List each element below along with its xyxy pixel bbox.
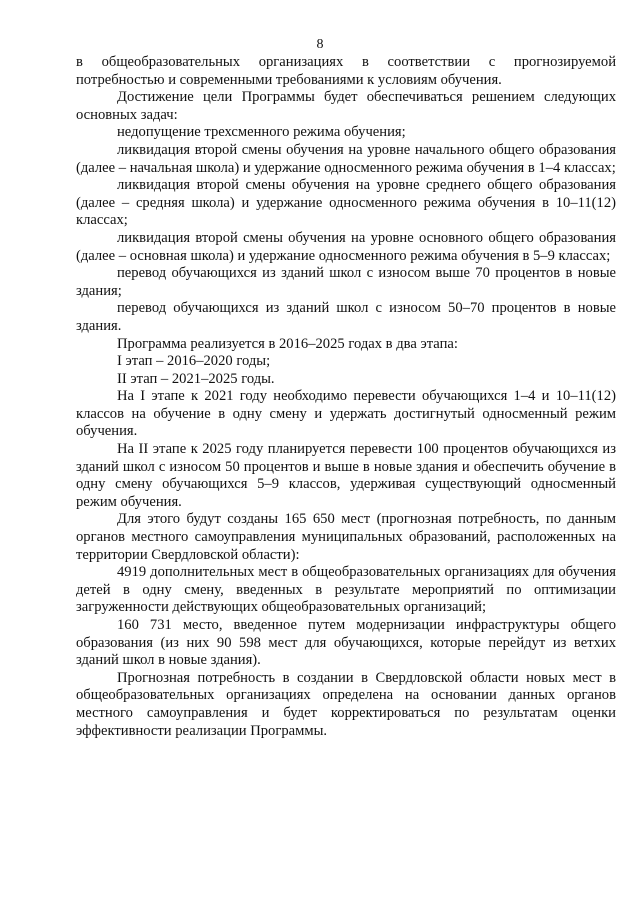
paragraph: Программа реализуется в 2016–2025 годах в два этапа: — [117, 335, 458, 352]
paragraph: недопущение трехсменного режима обучения; — [117, 124, 406, 141]
paragraph: в общеобразовательных организациях в соответствии с прогнозируемой потребностью и современными требованиями к условиям обучения. — [76, 54, 616, 88]
paragraph: Прогнозная потребность в создании в Свердловской области новых мест в общеобразовательных организациях определена на основании данных органов местного самоуправления и будет корректироваться по результатам оценки эффективности реализации Программы. — [76, 669, 616, 739]
paragraph: ликвидация второй смены обучения на уровне среднего общего образования (далее – средняя школа) и удержание односменного режима обучения в 10–11(12) классах; — [76, 177, 616, 229]
paragraph: II этап – 2021–2025 годы. — [117, 370, 275, 387]
document-body — [76, 54, 616, 740]
paragraph: Для этого будут созданы 165 650 мест (прогнозная потребность, по данным органов местного самоуправления муниципальных образований, расположенных на территории Свердловской области): — [76, 511, 616, 563]
paragraph: ликвидация второй смены обучения на уровне начального общего образования (далее – начальная школа) и удержание односменного режима обучения в 1–4 классах; — [76, 141, 616, 176]
paragraph: I этап – 2016–2020 годы; — [117, 353, 271, 370]
paragraph: 160 731 место, введенное путем модернизации инфраструктуры общего образования (из них 90 598 мест для обучающихся, которые перейдут из ветхих зданий школ в новые здания). — [76, 617, 616, 669]
paragraph: Достижение цели Программы будет обеспечиваться решением следующих основных задач: — [76, 89, 616, 123]
paragraph: На I этапе к 2021 году необходимо перевести обучающихся 1–4 и 10–11(12) классов на обучение в одну смену и удержать достигнутый односменный режим обучения. — [76, 388, 616, 440]
paragraph: ликвидация второй смены обучения на уровне основного общего образования (далее – основная школа) и удержание односменного режима обучения в 5–9 классах; — [76, 229, 616, 264]
page-number: 8 — [316, 37, 324, 52]
paragraph: На II этапе к 2025 году планируется перевести 100 процентов обучающихся из зданий школ с износом 50 процентов и выше в новые здания и обеспечить обучение в одну смену обучающихся 5–9 классов, удерживая существующий односменный режим обучения. — [76, 441, 616, 510]
paragraph: перевод обучающихся из зданий школ с износом 50–70 процентов в новые здания. — [76, 300, 616, 334]
paragraph: перевод обучающихся из зданий школ с износом выше 70 процентов в новые здания; — [76, 265, 616, 299]
paragraph: 4919 дополнительных мест в общеобразовательных организациях для обучения детей в одну смену, введенных в результате мероприятий по оптимизации загруженности действующих общеобразовательных организаций; — [76, 564, 616, 616]
